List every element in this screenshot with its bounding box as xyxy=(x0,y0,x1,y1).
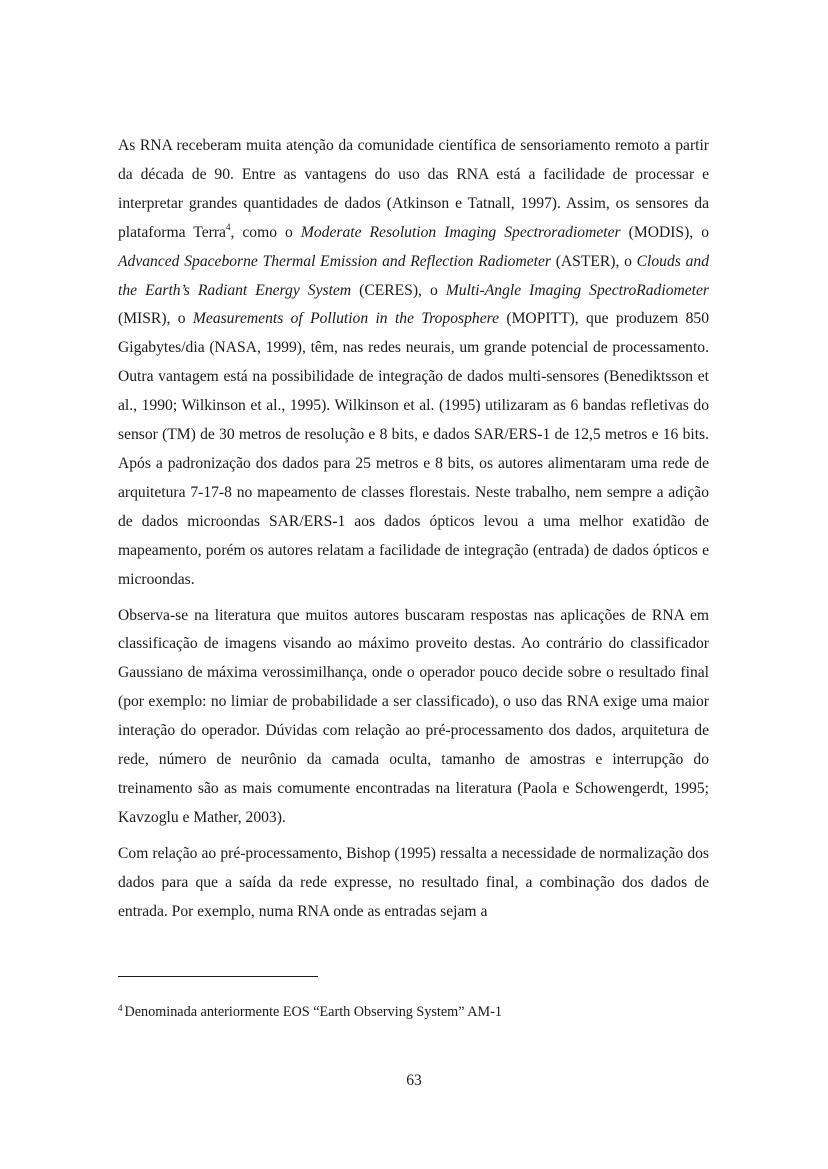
instrument-name-mopitt: Measurements of Pollution in the Troposphere xyxy=(192,310,500,328)
body-text xyxy=(118,132,709,926)
paragraph-2 xyxy=(118,602,709,833)
text-segment: (MOPITT), que produzem 850 Gigabytes/dia (NASA, 1999), têm, nas redes neurais, um grande potencial de processamento. Outra vantagem está na possibilidade de integração de dados multi-sensores (Benediktsson et al., 1990; Wilkinson et al., 1995). Wilkinson et al. (1995) utilizaram as 6 bandas refletivas do sensor (TM) de 30 metros de resolução e 8 bits, e dados SAR/ERS-1 de 12,5 metros e 16 bits. Após a padronização dos dados para 25 metros e 8 bits, os autores alimentaram uma rede de arquitetura 7-17-8 no mapeamento de classes florestais. Neste trabalho, nem sempre a adição de dados microondas SAR/ERS-1 aos dados ópticos levou a uma melhor exatidão de mapeamento, porém os autores relatam a facilidade de integração (entrada) de dados ópticos e microondas. xyxy=(118,310,709,588)
instrument-name-misr: Multi-Angle Imaging SpectroRadiometer xyxy=(445,281,709,299)
paragraph-1 xyxy=(118,132,709,595)
text-segment: (MISR), o xyxy=(118,310,193,328)
text-segment: (MODIS), o xyxy=(620,223,709,241)
text-segment: Observa-se na literatura que muitos autores buscaram respostas nas aplicações de RNA em classificação de imagens visando ao máximo proveito destas. Ao contrário do classificador Gaussiano de máxima verossimilhança, onde o operador pouco decide sobre o resultado final (por exemplo: no limiar de probabilidade a ser classificado), o uso das RNA exige uma maior interação do operador. Dúvidas com relação ao pré-processamento dos dados, arquitetura de rede, número de neurônio da camada oculta, tamanho de amostras e interrupção do treinamento são as mais comumente encontradas na literatura (Paola e Schowengerdt, 1995; Kavzoglu e Mather, 2003). xyxy=(118,606,709,826)
footnote-text: Denominada anteriormente EOS “Earth Observing System” AM-1 xyxy=(124,1004,502,1020)
instrument-name-modis: Moderate Resolution Imaging Spectroradiometer xyxy=(300,223,621,241)
footnote xyxy=(118,1002,709,1022)
footnote-marker: 4 xyxy=(118,1003,123,1013)
text-segment: Com relação ao pré-processamento, Bishop (1995) ressalta a necessidade de normalização dos dados para que a saída da rede expresse, no resultado final, a combinação dos dados de entrada. Por exemplo, numa RNA onde as entradas sejam a xyxy=(118,844,709,920)
text-segment: (ASTER), o xyxy=(550,252,637,270)
footnote-divider xyxy=(118,976,318,977)
text-segment: , como o xyxy=(230,223,301,241)
instrument-name-ceres: Clouds and the Earth’s Radiant Energy System xyxy=(118,252,709,299)
text-segment: As RNA receberam muita atenção da comunidade científica de sensoriamento remoto a partir da década de 90. Entre as vantagens do uso das RNA está a facilidade de processar e interpretar grandes quantidades de dados (Atkinson e Tatnall, 1997). Assim, os sensores da plataforma Terra xyxy=(118,137,709,241)
footnote-reference: 4 xyxy=(225,221,231,232)
text-segment: (CERES), o xyxy=(351,281,446,299)
paragraph-3 xyxy=(118,840,709,927)
instrument-name-aster: Advanced Spaceborne Thermal Emission and Reflection Radiometer xyxy=(118,252,551,270)
page-number: 63 xyxy=(406,1072,422,1089)
